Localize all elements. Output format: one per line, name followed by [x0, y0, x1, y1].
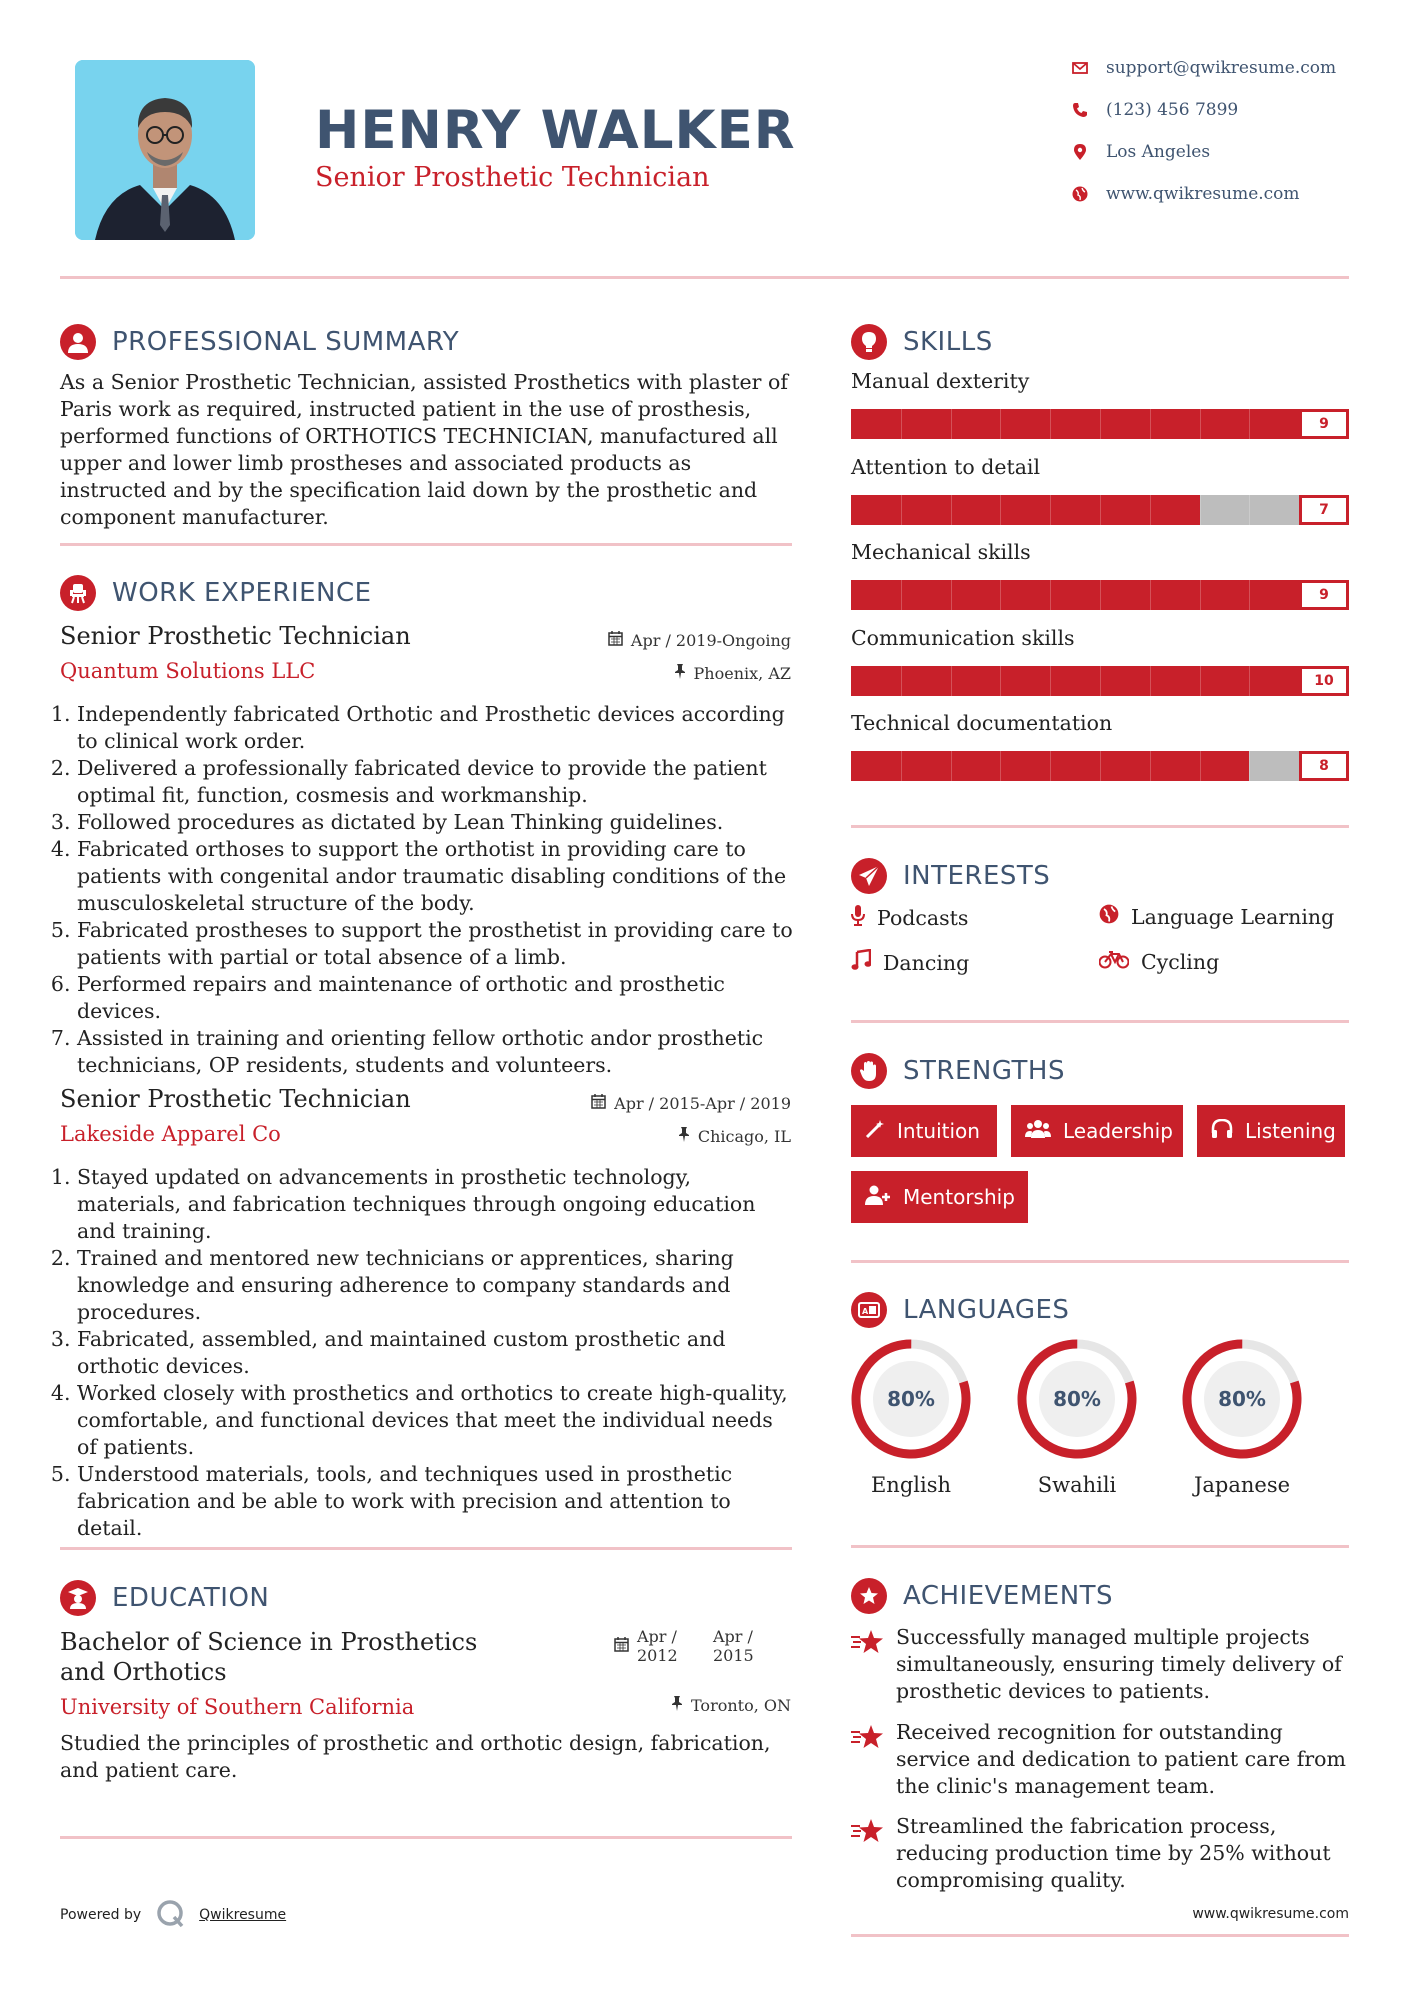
achievement-item: Received recognition for outstanding service and dedication to patient care from the clinic's management team. [851, 1719, 1351, 1800]
skill-bar-segment [1000, 666, 1001, 696]
list-item: 4. Fabricated orthoses to support the orthotist in providing care to patients with congenital andor traumatic disabling conditions of the musculoskeletal structure of the body. [77, 836, 799, 917]
education-location: Toronto, ON [671, 1696, 791, 1715]
skill-bar-segment [901, 409, 902, 439]
skill-bar-segment [1000, 751, 1001, 781]
skill-bar-segment [1050, 409, 1051, 439]
skill-label: Technical documentation [851, 711, 1113, 735]
job-title: Senior Prosthetic Technician [60, 1085, 411, 1113]
strength-tag: Listening [1197, 1105, 1345, 1157]
strength-tag: Mentorship [851, 1171, 1028, 1223]
language-item [849, 1337, 973, 1497]
contact-email[interactable]: support@qwikresume.com [1072, 58, 1336, 78]
degree-title: Bachelor of Science in Prosthetics and Orthotics [60, 1628, 478, 1686]
calendar-icon [591, 1094, 606, 1113]
chair-icon [60, 575, 96, 611]
skill-bar-segment [1150, 751, 1151, 781]
skill-bar-segment [1200, 751, 1201, 781]
lightbulb-icon [851, 324, 887, 360]
skill-score: 9 [1299, 580, 1349, 610]
skill-label: Communication skills [851, 625, 1075, 650]
strength-tag: Leadership [1011, 1105, 1183, 1157]
contact-website[interactable]: www.qwikresume.com [1072, 184, 1300, 204]
job-dates: Apr / 2019-Ongoing [608, 631, 791, 650]
experience-divider [60, 1547, 792, 1550]
job-location: Chicago, IL [678, 1127, 791, 1146]
skill-bar-segment [1050, 751, 1051, 781]
language-icon [851, 1292, 887, 1328]
contact-location: Los Angeles [1072, 142, 1210, 162]
languages-heading: A LANGUAGES [851, 1292, 1069, 1328]
skill-bar-segment [951, 580, 952, 610]
skill-bar-segment [1200, 666, 1201, 696]
achievements-heading: ACHIEVEMENTS [851, 1578, 1113, 1614]
job-location: Phoenix, AZ [674, 664, 791, 683]
strengths-divider [851, 1260, 1349, 1263]
skill-bar-segment [1050, 666, 1051, 696]
skill-bar [851, 580, 1349, 610]
skill-score: 10 [1299, 666, 1349, 696]
raised-hand-icon [851, 1053, 887, 1089]
experience-heading: WORK EXPERIENCE [60, 575, 372, 611]
skill-bar-segment [1249, 580, 1250, 610]
skill-bar-segment [1200, 409, 1201, 439]
graduate-icon [60, 1580, 96, 1616]
strength-tag: Intuition [851, 1105, 997, 1157]
company-name: Lakeside Apparel Co [60, 1122, 281, 1146]
pin-icon [678, 1127, 690, 1146]
star-badge-icon [851, 1578, 887, 1614]
microphone-icon [851, 904, 865, 931]
skill-score: 8 [1299, 751, 1349, 781]
envelope-icon [1072, 60, 1088, 76]
interest-item: Cycling [1099, 949, 1219, 974]
list-item: 1. Independently fabricated Orthotic and Prosthetic devices according to clinical work order. [77, 701, 799, 755]
footer-divider [851, 1934, 1349, 1937]
interest-item: Dancing [851, 949, 969, 976]
language-ring [1015, 1337, 1139, 1461]
language-percent: 80% [887, 1387, 935, 1411]
language-label: Japanese [1193, 1473, 1291, 1497]
skill-score: 7 [1299, 495, 1349, 525]
language-percent: 80% [1218, 1387, 1266, 1411]
education-date-end: Apr / 2015 [713, 1627, 754, 1665]
pin-icon [671, 1696, 683, 1715]
globe-icon [1099, 904, 1119, 929]
job-duties-list [59, 701, 799, 1079]
skill-bar-fill [851, 409, 1299, 439]
education-heading: EDUCATION [60, 1580, 269, 1616]
skill-bar-segment [1100, 751, 1101, 781]
svg-text:A: A [862, 1307, 869, 1316]
music-note-icon [851, 949, 871, 976]
skill-bar [851, 751, 1349, 781]
profile-photo [75, 60, 255, 240]
list-item: 6. Performed repairs and maintenance of orthotic and prosthetic devices. [77, 971, 799, 1025]
user-icon [60, 324, 96, 360]
skill-bar [851, 495, 1349, 525]
job-title: Senior Prosthetic Technician [60, 622, 411, 650]
powered-by: Powered by Qwikresume [60, 1898, 286, 1932]
skill-bar-segment [951, 495, 952, 525]
summary-text: As a Senior Prosthetic Technician, assisted Prosthetics with plaster of Paris work as required, instructed patient in the use of prosthesis, performed functions of ORTHOTICS TECHNICIAN, manufactured all upper and lower limb prostheses and associated products as instructed and by the specification laid down by the prosthetic and component manufacturer. [60, 370, 788, 529]
education-date-start: Apr / 2012 [637, 1627, 678, 1665]
list-item: 5. Understood materials, tools, and techniques used in prosthetic fabrication and be able to work with precision and attention to detail. [77, 1461, 799, 1542]
interests-heading: INTERESTS [851, 858, 1050, 894]
list-item: 1. Stayed updated on advancements in prosthetic technology, materials, and fabrication techniques through ongoing education and training. [77, 1164, 799, 1245]
globe-icon [1072, 186, 1088, 202]
interests-divider [851, 1020, 1349, 1023]
skill-bar-segment [901, 751, 902, 781]
contact-phone[interactable]: (123) 456 7899 [1072, 100, 1238, 120]
skill-bar-segment [951, 751, 952, 781]
achievement-item: Streamlined the fabrication process, reducing production time by 25% without compromising quality. [851, 1813, 1351, 1894]
skill-bar-segment [1050, 580, 1051, 610]
list-item: 5. Fabricated prostheses to support the prosthetist in providing care to patients with partial or total absence of a limb. [77, 917, 799, 971]
qwikresume-logo-icon [155, 1898, 185, 1932]
skills-heading: SKILLS [851, 324, 993, 360]
skill-bar-segment [1100, 495, 1101, 525]
skill-label: Manual dexterity [851, 369, 1030, 393]
skill-bar-segment [901, 495, 902, 525]
education-description: Studied the principles of prosthetic and orthotic design, fabrication, and patient care. [60, 1731, 771, 1782]
skill-label: Mechanical skills [851, 540, 1031, 564]
skill-bar-segment [1200, 580, 1201, 610]
phone-icon [1072, 102, 1088, 118]
skills-divider [851, 825, 1349, 828]
summary-divider [60, 543, 792, 546]
skill-bar-segment [1249, 666, 1250, 696]
skill-bar-segment [1100, 409, 1101, 439]
skill-bar-segment [1150, 666, 1151, 696]
shooting-star-icon [851, 1723, 885, 1755]
brand-link[interactable]: Qwikresume [199, 1907, 287, 1923]
list-item: 7. Assisted in training and orienting fellow orthotic andor prosthetic technicians, OP residents, students and volunteers. [77, 1025, 799, 1079]
company-name: Quantum Solutions LLC [60, 659, 316, 683]
footer-website[interactable]: www.qwikresume.com [1192, 1906, 1349, 1922]
language-percent: 80% [1053, 1387, 1101, 1411]
skill-bar-segment [1249, 409, 1250, 439]
skill-bar-segment [1150, 580, 1151, 610]
skill-score: 9 [1299, 409, 1349, 439]
list-item: 2. Trained and mentored new technicians or apprentices, sharing knowledge and ensuring adherence to company standards and procedures. [77, 1245, 799, 1326]
skill-label: Attention to detail [851, 454, 1041, 479]
skill-bar-segment [1000, 495, 1001, 525]
shooting-star-icon [851, 1628, 885, 1660]
magic-wand-icon [865, 1119, 885, 1144]
language-item [1015, 1337, 1139, 1497]
language-label: English [870, 1473, 952, 1497]
group-icon [1025, 1119, 1051, 1144]
candidate-name: HENRY WALKER [315, 100, 796, 161]
languages-divider [851, 1545, 1349, 1548]
skill-bar-segment [1249, 751, 1250, 781]
skill-bar-segment [951, 666, 952, 696]
achievement-item: Successfully managed multiple projects simultaneously, ensuring timely delivery of prosthetic devices to patients. [851, 1624, 1351, 1705]
skill-bar-segment [1150, 409, 1151, 439]
skill-bar-segment [951, 409, 952, 439]
language-ring [1180, 1337, 1304, 1461]
skill-bar-segment [1050, 495, 1051, 525]
headphones-icon [1211, 1119, 1233, 1144]
list-item: 3. Fabricated, assembled, and maintained custom prosthetic and orthotic devices. [77, 1326, 799, 1380]
skill-bar [851, 666, 1349, 696]
skill-bar [851, 409, 1349, 439]
skill-bar-segment [1200, 495, 1201, 525]
calendar-icon [608, 631, 623, 650]
skill-bar-segment [901, 666, 902, 696]
skill-bar-segment [1000, 580, 1001, 610]
skill-bar-segment [901, 580, 902, 610]
interest-item: Language Learning [1099, 904, 1334, 929]
education-dates [614, 1627, 765, 1665]
job-duties-list [59, 1164, 799, 1542]
list-item: 3. Followed procedures as dictated by Lean Thinking guidelines. [77, 809, 799, 836]
map-pin-icon [1072, 144, 1088, 160]
list-item: 4. Worked closely with prosthetics and orthotics to create high-quality, comfortable, and functional devices that meet the individual needs of patients. [77, 1380, 799, 1461]
user-plus-icon [865, 1185, 891, 1210]
language-label: Swahili [1037, 1473, 1117, 1497]
skill-bar-fill [851, 495, 1200, 525]
skill-bar-fill [851, 580, 1299, 610]
paper-plane-icon [851, 858, 887, 894]
skill-bar-segment [1249, 495, 1250, 525]
skill-bar-segment [1100, 666, 1101, 696]
candidate-title: Senior Prosthetic Technician [315, 162, 710, 193]
skill-bar-segment [1000, 409, 1001, 439]
strengths-heading: STRENGTHS [851, 1053, 1065, 1089]
list-item: 2. Delivered a professionally fabricated device to provide the patient optimal fit, function, cosmesis and workmanship. [77, 755, 799, 809]
language-ring [849, 1337, 973, 1461]
calendar-icon [614, 1627, 629, 1665]
header-divider [60, 276, 1349, 279]
pin-icon [674, 664, 686, 683]
skill-bar-segment [1150, 495, 1151, 525]
summary-heading: PROFESSIONAL SUMMARY [60, 324, 459, 360]
job-dates: Apr / 2015-Apr / 2019 [591, 1094, 791, 1113]
interest-item: Podcasts [851, 904, 968, 931]
bicycle-icon [1099, 949, 1129, 974]
school-name: University of Southern California [60, 1695, 415, 1719]
language-item [1180, 1337, 1304, 1497]
skill-bar-segment [1100, 580, 1101, 610]
shooting-star-icon [851, 1817, 885, 1849]
education-divider [60, 1836, 792, 1839]
